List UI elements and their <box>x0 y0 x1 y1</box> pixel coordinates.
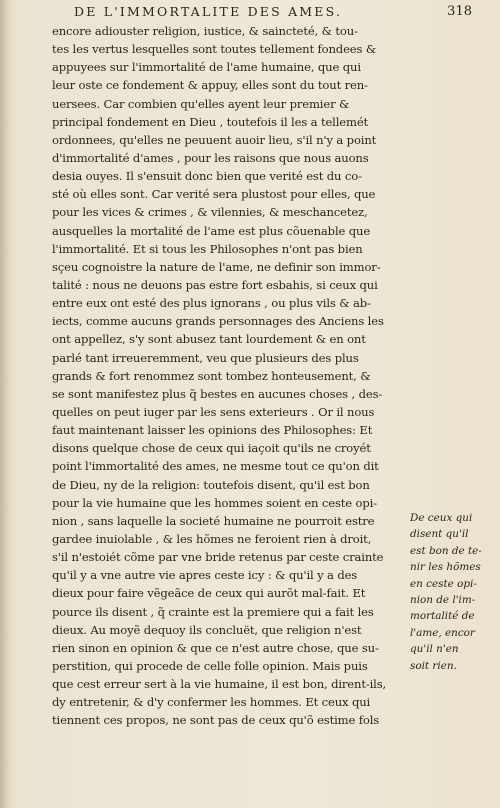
text-line: leur oste ce fondement & appuy, elles sont du tout ren- <box>52 78 368 93</box>
margin-note-line: De ceux qui <box>410 512 473 524</box>
text-line: ordonnees, qu'elles ne peuuent auoir lieu, s'il n'y a point <box>52 132 377 147</box>
text-line: perstition, qui procede de celle folle opinion. Mais puis <box>52 658 368 673</box>
text-line: de Dieu, ny de la religion: toutefois disent, qu'il est bon <box>52 477 370 492</box>
text-line: que cest erreur sert à la vie humaine, il est bon, dirent-ils, <box>52 677 387 692</box>
text-line: pour la vie humaine que les hommes soient en ceste opi- <box>52 495 377 510</box>
text-line: disons quelque chose de ceux qui iaçoit qu'ils ne croyét <box>52 441 371 456</box>
text-line: ausquelles la mortalité de l'ame est plus cõuenable que <box>52 223 371 238</box>
text-line: dieux pour faire vẽgeãce de ceux qui aurõt mal-fait. Et <box>52 586 366 601</box>
text-line: tes les vertus lesquelles sont toutes tellement fondees & <box>52 42 377 57</box>
margin-note-line: l'ame, encor <box>410 626 475 639</box>
text-line: gardee inuiolable , & les hõmes ne feroient rien à droit, <box>52 531 372 546</box>
text-line: d'immortalité d'ames , pour les raisons que nous auons <box>52 150 369 165</box>
margin-note-line: mortalité de <box>410 610 475 623</box>
text-line: ont appellez, s'y sont abusez tant lourdement & en ont <box>52 332 366 347</box>
text-line: grands & fort renommez sont tombez honteusement, & <box>52 368 371 383</box>
margin-note-line: soit rien. <box>410 659 457 672</box>
text-line: sté où elles sont. Car verité sera plustost pour elles, que <box>52 187 376 202</box>
text-line: l'immortalité. Et si tous les Philosophes n'ont pas bien <box>52 241 363 256</box>
text-line: dy entretenir, & d'y confermer les hommes. Et ceux qui <box>52 695 371 710</box>
margin-note <box>410 510 494 674</box>
text-line: talité : nous ne deuons pas estre fort esbahis, si ceux qui <box>52 277 378 292</box>
text-line: rien sinon en opinion & que ce n'est autre chose, que su- <box>52 640 379 655</box>
margin-note-line: nion de l'im- <box>410 594 476 607</box>
margin-note-line: en ceste opi- <box>410 577 477 590</box>
text-line: desia ouyes. Il s'ensuit donc bien que verité est du co- <box>52 169 362 184</box>
margin-note-line: qu'il n'en <box>410 643 459 656</box>
text-line: point l'immortalité des ames, ne mesme tout ce qu'on dit <box>52 459 379 474</box>
running-title: DE L'IMMORTALITE DES AMES. <box>74 4 343 19</box>
margin-note-line: disent qu'il <box>410 528 469 541</box>
text-line: tiennent ces propos, ne sont pas de ceux qu'õ estime fols <box>52 713 380 728</box>
page-number: 318 <box>447 4 472 19</box>
margin-note-line: est bon de te- <box>410 544 482 557</box>
text-line: encore adiouster religion, iustice, & saincteté, & tou- <box>52 24 358 38</box>
text-line: entre eux ont esté des plus ignorans , ou plus vils & ab- <box>52 296 371 311</box>
text-line: dieux. Au moyẽ dequoy ils concluët, que religion n'est <box>52 622 362 637</box>
text-line: s'il n'estoiét cõme par vne bride retenus par ceste crainte <box>52 550 384 565</box>
page-gutter-shadow <box>0 0 10 808</box>
page-header <box>52 4 472 22</box>
text-line: qu'il y a vne autre vie apres ceste icy : & qu'il y a des <box>52 568 358 583</box>
text-line: pour les vices & crimes , & vilennies, & meschancetez, <box>52 205 368 220</box>
text-line: iects, comme aucuns grands personnages des Anciens les <box>52 314 384 329</box>
text-line: uersees. Car combien qu'elles ayent leur premier & <box>52 96 350 111</box>
text-line: se sont manifestez plus q̃ bestes en aucunes choses , des- <box>52 386 383 401</box>
text-line: quelles on peut iuger par les sens exterieurs . Or il nous <box>52 404 375 419</box>
text-line: parlé tant irreueremment, veu que plusieurs des plus <box>52 350 359 365</box>
text-line: principal fondement en Dieu , toutefois il les a tellemét <box>52 114 369 129</box>
margin-note-line: nir les hõmes <box>410 561 481 574</box>
body-text <box>52 22 405 729</box>
text-line: nion , sans laquelle la societé humaine ne pourroit estre <box>52 513 375 528</box>
text-line: sçeu cognoistre la nature de l'ame, ne definir son immor- <box>52 259 381 274</box>
text-line: faut maintenant laisser les opinions des Philosophes: Et <box>52 423 373 438</box>
text-line: appuyees sur l'immortalité de l'ame humaine, que qui <box>52 60 361 75</box>
text-line: pource ils disent , q̃ crainte est la premiere qui a fait les <box>52 604 374 619</box>
